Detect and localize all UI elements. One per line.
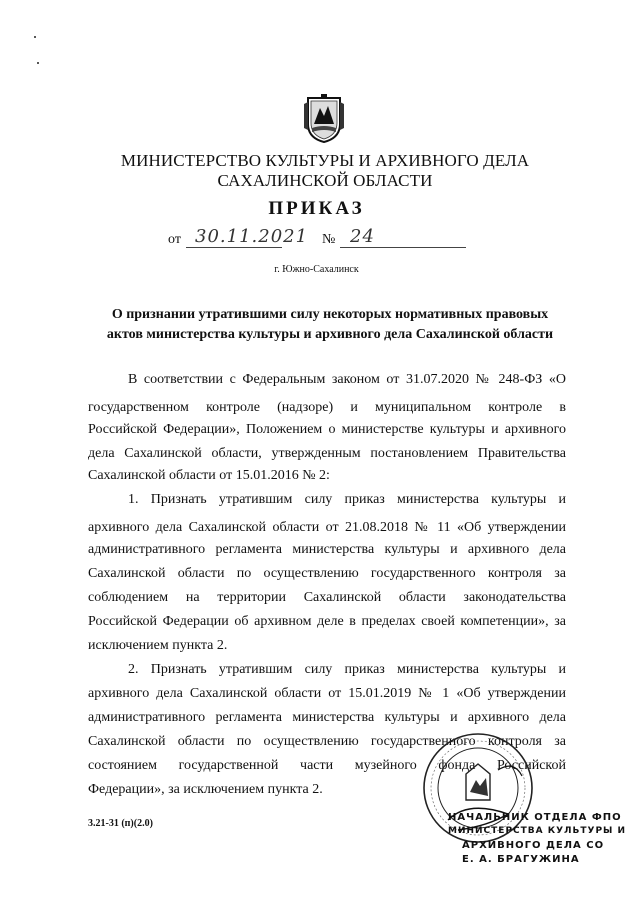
body-line: 2. Признать утратившим силу приказ министерства культуры и (128, 662, 566, 677)
official-seal (418, 730, 544, 856)
body-line: состоянием государственной части музейного фонда Российской (88, 758, 566, 773)
body-line: исключением пункта 2. (88, 638, 228, 653)
body-line: Сахалинской области по осуществлению государственного контроля за (88, 734, 566, 749)
subject-line2: актов министерства культуры и архивного дела Сахалинской области (106, 327, 554, 342)
body-line: административного регламента министерства культуры и архивного дела (88, 542, 566, 557)
number-underline (340, 247, 466, 248)
body-line: соблюдением на территории Сахалинской области законодательства (88, 590, 566, 605)
number-handwritten: 24 (350, 226, 375, 247)
body-line: Российской Федерации об архивном деле в пределах своей компетенции», за (88, 614, 566, 629)
body-line: Федерации», за исключением пункта 2. (88, 782, 323, 797)
date-prefix: от (168, 232, 181, 247)
stamp-line1: НАЧАЛЬНИК ОТДЕЛА ФПО (448, 812, 622, 823)
subject-line1: О признании утратившими силу некоторых нормативных правовых (111, 307, 549, 322)
city-label: г. Южно-Сахалинск (274, 264, 359, 275)
scan-speck (34, 36, 36, 38)
stamp-line2: МИНИСТЕРСТВА КУЛЬТУРЫ И (448, 826, 627, 836)
body-line: В соответствии с Федеральным законом от 31.07.2020 № 248-ФЗ «О (128, 372, 566, 387)
body-line: Сахалинской области по осуществлению государственного контроля за (88, 566, 566, 581)
ministry-name-line1: МИНИСТЕРСТВО КУЛЬТУРЫ И АРХИВНОГО ДЕЛА (120, 151, 530, 170)
ministry-name-line2: САХАЛИНСКОЙ ОБЛАСТИ (217, 171, 433, 190)
body-line: архивного дела Сахалинской области от 15.01.2019 № 1 «Об утверждении (88, 686, 566, 701)
coat-of-arms-icon (302, 94, 346, 144)
date-underline (186, 247, 282, 248)
stamp-line4: Е. А. БРАГУЖИНА (462, 854, 580, 865)
scan-speck (37, 62, 39, 64)
body-line: государственном контроле (надзоре) и муниципальном контроле в (88, 400, 566, 415)
document-title: ПРИКАЗ (268, 198, 365, 219)
date-handwritten: 30.11.2021 (195, 226, 309, 247)
body-line: Российской Федерации», Положением о министерстве культуры и архивного (88, 422, 566, 437)
stamp-line3: АРХИВНОГО ДЕЛА СО (462, 840, 605, 851)
body-line: административного регламента министерства культуры и архивного дела (88, 710, 566, 725)
body-line: 1. Признать утратившим силу приказ министерства культуры и (128, 492, 566, 507)
body-line: Сахалинской области от 15.01.2016 № 2: (88, 468, 330, 483)
document-code: 3.21-31 (п)(2.0) (88, 818, 153, 829)
number-prefix: № (322, 232, 336, 247)
body-line: архивного дела Сахалинской области от 21.08.2018 № 11 «Об утверждении (88, 520, 566, 535)
body-line: дела Сахалинской области, утвержденным постановлением Правительства (88, 446, 566, 461)
